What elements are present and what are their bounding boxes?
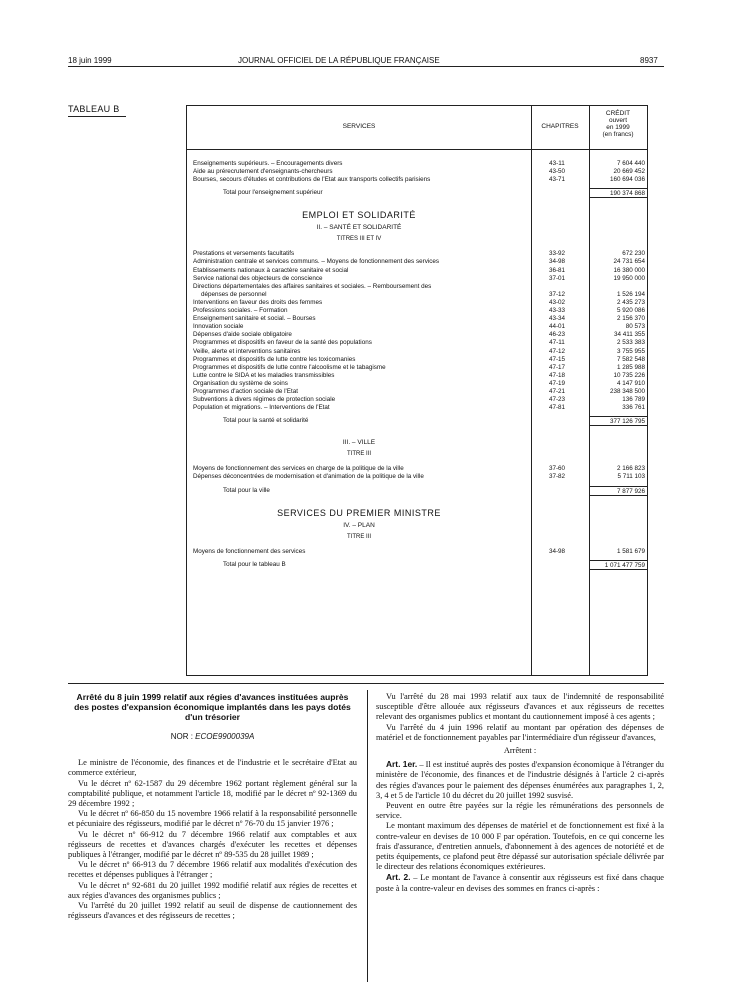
service-cell <box>193 380 523 388</box>
chapitre-cell: 43-34 <box>548 315 566 323</box>
credit-cell: 1 285 988 <box>616 363 645 371</box>
service-label: Dépenses d'aide sociale obligatoire <box>193 331 292 339</box>
right-paragraphs <box>376 692 664 743</box>
table-row <box>187 364 647 372</box>
table-row <box>187 380 647 388</box>
total-label: Total pour l'enseignement supérieur <box>223 189 323 197</box>
service-label: Population et migrations. – Interventions de l'Etat <box>193 404 330 412</box>
total-credit-cell: 7 877 926 <box>589 486 647 496</box>
service-cell <box>193 250 523 258</box>
column-header-services: SERVICES <box>342 123 376 130</box>
paragraph: Vu le décret nº 66-912 du 7 décembre 1966 relatif aux comptables et aux régisseurs de recettes et d'avances chargés d'exécuter les recettes et dépenses publiques à l'étranger, modifié par le décret nº 89-535 du 28 juillet 1989 ; <box>68 829 357 860</box>
chapitre-cell: 47-12 <box>548 347 566 355</box>
nor-label: NOR : <box>170 732 193 741</box>
header-page-number: 8937 <box>640 56 658 65</box>
service-cell <box>193 396 523 404</box>
article-2-text: – Le montant de l'avance à consentir aux régisseurs est fixé dans chaque poste à la contre-valeur en devises des sommes en francs ci-après : <box>376 873 664 893</box>
service-label: Organisation du système de soins <box>193 379 288 387</box>
titre-heading: TITRE III <box>347 451 371 458</box>
credit-cell: 2 435 273 <box>616 298 645 306</box>
total-row <box>187 417 647 425</box>
nor-line <box>68 732 357 742</box>
column-header-credit <box>589 110 647 138</box>
article-2 <box>376 872 664 893</box>
credit-cell: 24 731 654 <box>613 258 645 266</box>
chapitre-cell: 37-60 <box>548 465 566 473</box>
service-label: Directions départementales des affaires sanitaires et sociales. – Remboursement des <box>193 282 432 290</box>
credit-cell: 336 761 <box>622 404 645 412</box>
table-row <box>187 404 647 412</box>
total-row <box>187 561 647 569</box>
credit-cell: 1 581 679 <box>616 547 645 555</box>
service-label: Professions sociales. – Formation <box>193 307 288 314</box>
article-2-label: Art. 2. <box>386 872 411 883</box>
table-row <box>187 299 647 307</box>
credit-cell: 16 380 000 <box>613 266 645 274</box>
section-heading <box>187 533 647 541</box>
section-subheading: IV. – PLAN <box>343 521 375 529</box>
section-heading <box>187 522 647 530</box>
total-credit-cell: 377 126 795 <box>589 416 647 426</box>
service-label: Administration centrale et services communs. – Moyens de fonctionnement des services <box>193 258 440 266</box>
header-row-rule <box>187 149 647 150</box>
paragraph: Peuvent en outre être payées sur la régie les rémunérations des personnels de service. <box>376 801 664 821</box>
total-label-cell <box>223 487 523 495</box>
service-label: Dépenses déconcentrées de modernisation et d'animation de la politique de la ville <box>193 473 424 481</box>
table-row <box>187 168 647 176</box>
credit-cell: 3 755 955 <box>616 347 645 355</box>
chapitre-cell: 44-01 <box>548 323 566 331</box>
service-label: Programmes et dispositifs de lutte contre l'alcoolisme et le tabagisme <box>193 363 386 371</box>
chapitre-cell: 47-11 <box>549 339 565 347</box>
section-rule <box>68 683 664 684</box>
article-1 <box>376 759 664 801</box>
service-cell <box>193 465 523 473</box>
section-subheading: II. – SANTÉ ET SOLIDARITÉ <box>316 224 402 232</box>
total-label-cell <box>223 417 523 425</box>
table-row <box>187 291 647 299</box>
table-row <box>187 307 647 315</box>
table-row <box>187 283 647 291</box>
section-heading <box>187 509 647 517</box>
table-row <box>187 160 647 168</box>
service-cell <box>193 283 523 291</box>
credit-cell: 5 920 086 <box>616 307 645 314</box>
table-row <box>187 473 647 481</box>
section-heading <box>187 439 647 447</box>
service-cell <box>193 275 523 283</box>
service-label: Enseignements supérieurs. – Encouragements divers <box>193 160 343 167</box>
service-cell <box>193 315 523 323</box>
chapitre-cell: 34-98 <box>548 547 566 555</box>
tableau-label-rule <box>68 116 126 117</box>
total-label-cell <box>223 189 523 197</box>
credit-cell: 19 950 000 <box>613 274 645 282</box>
titre-heading: TITRE III <box>347 533 371 540</box>
credit-header-line: en 1999 <box>606 124 630 131</box>
service-label: Programmes et dispositifs de lutte contre les toxicomanies <box>193 355 356 363</box>
article-1-continuation <box>376 801 664 872</box>
service-cell <box>193 307 523 315</box>
left-column <box>68 692 357 921</box>
service-cell <box>193 258 523 266</box>
paragraph: Le montant maximum des dépenses de matériel et de fonctionnement est fixé à la contre-valeur en devises de 10 000 F par opération. Toutefois, en ce qui concerne les frais d'assurance, d'entretien annuels, d'abonnement à des agences de notoriété et de petits équipements, ce plafond peut être dépassé sur autorisation spéciale délivrée par le directeur des relations économiques extérieures. <box>376 821 664 872</box>
paragraph: Vu le décret nº 62-1587 du 29 décembre 1962 portant règlement général sur la comptabilité publique, et notamment l'article 18, modifié par le décret nº 92-1369 du 29 décembre 1992 ; <box>68 778 357 809</box>
service-label: Etablissements nationaux à caractère sanitaire et social <box>193 266 349 274</box>
service-label: Programmes et dispositifs en faveur de la santé des populations <box>193 339 372 347</box>
credit-cell: 136 789 <box>622 396 645 404</box>
column-rule <box>367 690 368 982</box>
arrete-title: Arrêté du 8 juin 1999 relatif aux régies d'avances instituées auprès des postes d'expansion économique implantés dans les pays dotés d'un trésorier <box>74 692 351 722</box>
chapitre-cell: 33-92 <box>548 250 566 258</box>
left-paragraphs <box>68 758 357 921</box>
credit-cell: 1 526 194 <box>616 290 645 298</box>
table-row <box>187 250 647 258</box>
section-heading <box>187 211 647 219</box>
ministry-heading: SERVICES DU PREMIER MINISTRE <box>277 507 441 518</box>
credit-cell: 4 147 910 <box>616 379 645 387</box>
chapitre-cell: 43-50 <box>548 168 566 176</box>
service-label: dépenses de personnel <box>201 290 267 298</box>
service-label: Enseignement sanitaire et social. – Bourses <box>193 315 316 323</box>
service-cell <box>193 323 523 331</box>
total-label: Total pour la santé et solidarité <box>223 417 309 425</box>
credit-cell: 10 735 226 <box>613 371 645 379</box>
article-1-text: – Il est institué auprès des postes d'expansion économique à l'étranger du ministère de l'économie, des finances et de l'industrie désignés à l'article 2 ci-après des régies d'avances pour le paiement des dépenses énumérées aux paragraphes 1, 2, 3, 4 et 5 de l'article 10 du décret du 20 juillet 1992 susvisé. <box>376 760 664 800</box>
credit-cell: 20 669 452 <box>613 168 645 176</box>
service-cell <box>193 548 523 556</box>
service-cell <box>193 348 523 356</box>
credit-cell: 7 604 440 <box>616 160 645 167</box>
header-date: 18 juin 1999 <box>68 56 112 65</box>
service-label: Moyens de fonctionnement des services en charge de la politique de la ville <box>193 465 404 473</box>
chapitre-cell: 46-23 <box>548 331 566 339</box>
credit-cell: 34 411 355 <box>613 331 645 339</box>
header-rule <box>68 66 664 67</box>
table-row <box>187 323 647 331</box>
table-row <box>187 465 647 473</box>
credit-header-line: ouvert <box>608 117 628 124</box>
chapitre-cell: 34-98 <box>548 258 566 266</box>
table-row <box>187 176 647 184</box>
column-header-chapitres: CHAPITRES <box>541 123 579 130</box>
table-row <box>187 331 647 339</box>
service-cell <box>193 331 523 339</box>
service-label: Innovation sociale <box>193 323 244 331</box>
credit-cell: 80 573 <box>625 323 645 331</box>
table-row <box>187 275 647 283</box>
paragraph: Vu l'arrêté du 28 mai 1993 relatif aux taux de l'indemnité de responsabilité susceptible d'être allouée aux régisseurs d'avances et aux régisseurs de recettes relevant des organismes publics et montant du cautionnement imposé à ces agents ; <box>376 692 664 722</box>
chapitre-cell: 47-18 <box>548 371 566 379</box>
service-label: Veille, alerte et interventions sanitaires <box>193 347 301 355</box>
credit-cell: 5 711 103 <box>617 473 645 481</box>
section-subheading: III. – VILLE <box>342 439 376 447</box>
chapitre-cell: 37-12 <box>548 290 566 298</box>
table-row <box>187 258 647 266</box>
chapitre-cell: 37-82 <box>548 473 566 481</box>
total-label: Total pour le tableau B <box>223 560 286 568</box>
service-cell <box>193 388 523 396</box>
article-1-label: Art. 1er. <box>386 759 418 770</box>
tableau-b-table <box>186 105 648 676</box>
service-cell <box>193 339 523 347</box>
total-label-cell <box>223 561 523 569</box>
service-label: Aide au prérecrutement d'enseignants-chercheurs <box>193 168 333 176</box>
service-label: Programmes d'action sociale de l'Etat <box>193 388 298 395</box>
chapitre-cell: 47-19 <box>548 379 566 387</box>
total-credit-cell: 1 071 477 759 <box>589 560 647 570</box>
credit-cell: 2 166 823 <box>616 465 645 473</box>
table-row <box>187 267 647 275</box>
total-credit-cell: 190 374 868 <box>589 188 647 198</box>
paragraph: Le ministre de l'économie, des finances et de l'industrie et le secrétaire d'Etat au commerce extérieur, <box>68 758 357 778</box>
nor-code: ECOE9900039A <box>195 732 255 741</box>
table-row <box>187 396 647 404</box>
chapitre-cell: 47-23 <box>548 396 566 404</box>
credit-cell: 2 156 370 <box>616 315 645 323</box>
chapitre-cell: 36-81 <box>548 266 566 274</box>
credit-cell: 7 582 548 <box>616 355 645 363</box>
table-row <box>187 388 647 396</box>
section-heading <box>187 450 647 458</box>
service-cell <box>193 473 523 481</box>
chapitre-cell: 43-11 <box>549 160 565 167</box>
service-cell <box>193 168 523 176</box>
table-row <box>187 348 647 356</box>
table-row <box>187 372 647 380</box>
chapitre-cell: 37-01 <box>548 274 566 282</box>
arretent-line: Arrêtent : <box>503 746 537 756</box>
table-row <box>187 315 647 323</box>
tableau-label: TABLEAU B <box>68 104 120 114</box>
total-row <box>187 189 647 197</box>
titre-heading: TITRES III ET IV <box>336 236 382 243</box>
service-label: Subventions à divers régimes de protection sociale <box>193 396 336 404</box>
chapitre-cell: 43-71 <box>548 176 566 184</box>
service-cell <box>193 267 523 275</box>
chapitre-cell: 47-81 <box>548 404 566 412</box>
service-cell <box>193 160 523 168</box>
chapitre-cell: 43-33 <box>548 307 566 314</box>
credit-header-line: CRÉDIT <box>605 110 631 117</box>
credit-cell: 2 533 383 <box>616 339 645 347</box>
service-label: Service national des objecteurs de conscience <box>193 274 323 282</box>
service-label: Interventions en faveur des droits des femmes <box>193 298 323 306</box>
chapitre-cell: 47-21 <box>548 388 566 395</box>
service-label: Prestations et versements facultatifs <box>193 250 295 258</box>
service-label: Moyens de fonctionnement des services <box>193 547 306 555</box>
paragraph: Vu le décret nº 92-681 du 20 juillet 1992 modifié relatif aux régies de recettes et aux régies d'avances des organismes publics ; <box>68 880 357 900</box>
credit-cell: 160 694 036 <box>609 176 645 184</box>
total-label: Total pour la ville <box>223 486 270 494</box>
ministry-heading: EMPLOI ET SOLIDARITÉ <box>302 210 416 221</box>
service-cell <box>193 364 523 372</box>
section-heading <box>187 224 647 232</box>
paragraph: Vu l'arrêté du 20 juillet 1992 relatif au seuil de dispense de cautionnement des régisseurs d'avances et des régisseurs de recettes ; <box>68 901 357 921</box>
paragraph: Vu l'arrêté du 4 juin 1996 relatif au montant par opération des dépenses de matériel et de fonctionnement payables par l'intermédiaire d'un régisseur d'avances, <box>376 722 664 742</box>
paragraph: Vu le décret nº 66-913 du 7 décembre 1966 relatif aux modalités d'exécution des recettes et dépenses publiques à l'étranger ; <box>68 860 357 880</box>
service-cell <box>193 404 523 412</box>
paragraph: Vu le décret nº 66-850 du 15 novembre 1966 relatif à la responsabilité personnelle et pécuniaire des régisseurs, modifié par le décret nº 76-70 du 15 janvier 1976 ; <box>68 809 357 829</box>
service-label: Bourses, secours d'études et contributions de l'Etat aux transports collectifs parisiens <box>193 176 431 184</box>
credit-header-line: (en francs) <box>602 131 634 138</box>
credit-cell: 672 230 <box>622 250 645 258</box>
table-row <box>187 356 647 364</box>
header-journal-title: JOURNAL OFFICIEL DE LA RÉPUBLIQUE FRANÇAISE <box>238 56 440 65</box>
table-row <box>187 339 647 347</box>
service-cell <box>201 291 531 299</box>
section-heading <box>187 235 647 243</box>
chapitre-cell: 43-02 <box>548 298 566 306</box>
credit-cell: 238 348 500 <box>609 388 645 395</box>
right-column <box>376 692 664 894</box>
service-cell <box>193 372 523 380</box>
service-label: Lutte contre le SIDA et les maladies transmissibles <box>193 371 335 379</box>
chapitre-cell: 47-17 <box>548 363 566 371</box>
service-cell <box>193 356 523 364</box>
chapitre-cell: 47-15 <box>548 355 566 363</box>
total-row <box>187 487 647 495</box>
table-row <box>187 548 647 556</box>
service-cell <box>193 176 523 184</box>
service-cell <box>193 299 523 307</box>
